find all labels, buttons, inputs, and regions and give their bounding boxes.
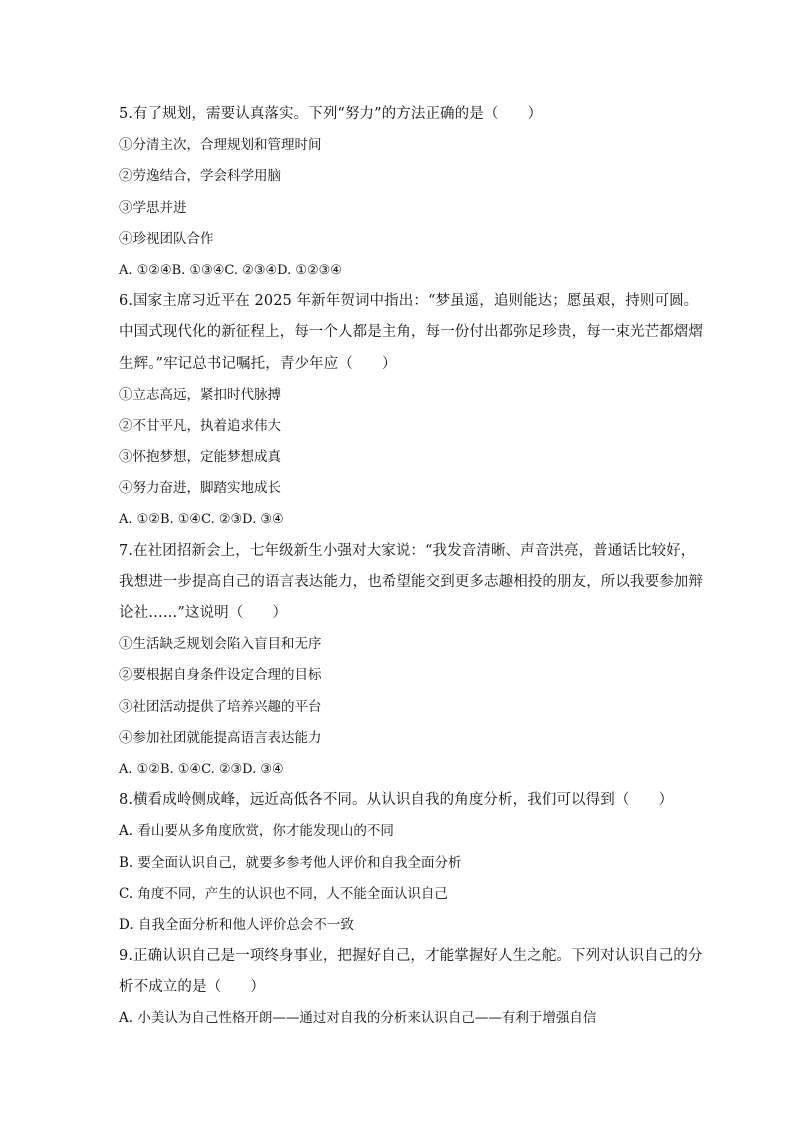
answer-option: A. 小美认为自己性格开朗——通过对自我的分析来认识自己——有利于增强自信	[119, 1010, 597, 1027]
answer-option: ②不甘平凡，执着追求伟大	[119, 417, 281, 434]
question-stem-line: 我想进一步提高自己的语言表达能力，也希望能交到更多志趣相投的朋友，所以我要参加辩	[119, 573, 703, 590]
question-stem-line: 6.国家主席习近平在 2025 年新年贺词中指出：“梦虽遥，追则能达；愿虽艰，持则可圆。	[119, 293, 699, 310]
answer-option: ①生活缺乏规划会陷入盲目和无序	[119, 636, 322, 653]
answer-option: ③怀抱梦想，定能梦想成真	[119, 449, 281, 466]
question-5	[119, 99, 679, 286]
answer-option: C. 角度不同，产生的认识也不同，人不能全面认识自己	[119, 885, 448, 902]
question-stem-line: 9.正确认识自己是一项终身事业，把握好自己，才能掌握好人生之舵。下列对认识自己的分	[119, 948, 703, 965]
question-stem-line: 生辉。”牢记总书记嘱托，青少年应（ ）	[119, 355, 397, 372]
answer-option: D. 自我全面分析和他人评价总会不一致	[119, 916, 354, 933]
answer-choices: A. ①②B. ①④C. ②③D. ③④	[119, 512, 284, 528]
question-stem-line: 7.在社团招新会上，七年级新生小强对大家说：“我发音清晰、声音洪亮，普通话比较好，	[119, 542, 696, 559]
answer-option: B. 要全面认识自己，就要多参考他人评价和自我全面分析	[119, 854, 462, 871]
answer-option: ③社团活动提供了培养兴趣的平台	[119, 698, 322, 715]
answer-choices: A. ①②B. ①④C. ②③D. ③④	[119, 761, 284, 777]
answer-option: ④参加社团就能提高语言表达能力	[119, 729, 322, 746]
answer-choices: A. ①②④B. ①③④C. ②③④D. ①②③④	[119, 262, 342, 278]
question-8	[119, 785, 679, 941]
question-stem-line: 8.横看成岭侧成峰，远近高低各不同。从认识自我的角度分析，我们可以得到（ ）	[119, 792, 674, 809]
answer-option: ④珍视团队合作	[119, 230, 214, 247]
answer-option: ②劳逸结合，学会科学用脑	[119, 168, 281, 185]
answer-option: ④努力奋进，脚踏实地成长	[119, 480, 281, 497]
question-stem-line: 析不成立的是（ ）	[119, 979, 265, 996]
question-stem-line: 5.有了规划，需要认真落实。下列“努力”的方法正确的是（ ）	[119, 106, 543, 122]
document-page	[119, 99, 703, 1035]
question-6	[119, 286, 703, 536]
question-7	[119, 536, 703, 786]
answer-option: A. 看山要从多角度欣赏，你才能发现山的不同	[119, 823, 394, 840]
answer-option: ③学思并进	[119, 199, 187, 216]
answer-option: ②要根据自身条件设定合理的目标	[119, 667, 322, 684]
answer-option: ①分清主次，合理规划和管理时间	[119, 137, 322, 154]
question-stem-line: 论社……”这说明（ ）	[119, 605, 288, 621]
answer-option: ①立志高远，紧扣时代脉搏	[119, 386, 281, 403]
question-stem-line: 中国式现代化的新征程上，每一个人都是主角，每一份付出都弥足珍贵，每一束光芒都熠熠	[119, 324, 703, 341]
question-9	[119, 941, 703, 1035]
